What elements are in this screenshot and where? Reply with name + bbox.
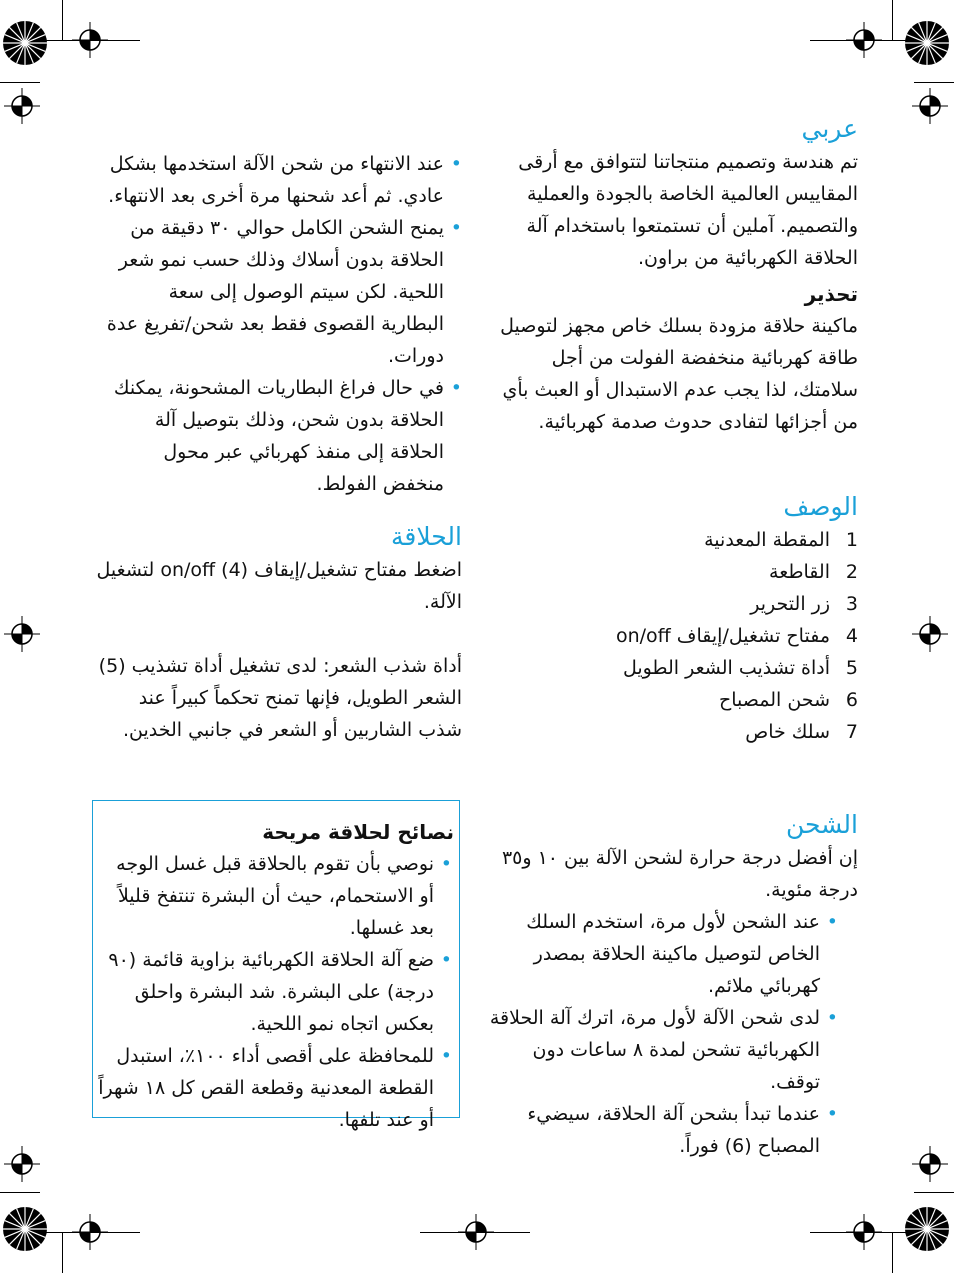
registration-mark-icon xyxy=(912,88,948,124)
trimmer-paragraph: أداة شذب الشعر: لدى تشغيل أداة تشذيب (5) الشعر الطويل، فإنها تمنح تحكماً كبيراً عند شذب الشاربين أو الشعر في جانبي الخدين. xyxy=(98,655,462,741)
crop-line xyxy=(62,1233,63,1273)
warning-section xyxy=(488,278,858,438)
list-item: 6 شحن المصباح xyxy=(718,689,858,711)
crop-line xyxy=(0,1192,40,1193)
list-item: 2 القاطعة xyxy=(769,561,858,583)
registration-mark-icon xyxy=(4,88,40,124)
charging-list xyxy=(488,906,840,1162)
list-item: 3 زر التحرير xyxy=(750,593,858,615)
starburst-mark-icon xyxy=(2,1206,48,1252)
charging-continued-list xyxy=(100,148,464,500)
crop-line xyxy=(0,82,40,83)
shaving-heading: الحلاقة xyxy=(391,522,462,551)
registration-mark-icon xyxy=(846,22,882,58)
warning-heading: تحذير xyxy=(804,282,858,306)
list-item: 7 سلك خاص xyxy=(745,721,858,743)
registration-mark-icon xyxy=(72,22,108,58)
list-item: • عند الشحن لأول مرة، استخدم السلك الخاص لتوصيل ماكينة الحلاقة بمصدر كهربائي ملائم. xyxy=(488,906,840,1002)
charging-heading: الشحن xyxy=(785,810,858,839)
list-item: • ضع آلة الحلاقة الكهربائية بزاوية قائمة (٩٠ درجة) على البشرة. شد البشرة واحلق بعكس اتجاه نمو اللحية. xyxy=(98,944,454,1040)
list-item: • في حال فراغ البطاريات المشحونة، يمكنك الحلاقة بدون شحن، وذلك بتوصيل آلة الحلاقة إلى منفذ كهربائي عبر محول منخفض الفولط. xyxy=(100,372,464,500)
shaving-paragraph: اضغط مفتاح تشغيل/إيقاف on/off (4) لتشغيل الآلة. xyxy=(96,559,462,613)
crop-line xyxy=(914,1192,954,1193)
intro-section xyxy=(488,112,858,274)
registration-mark-icon xyxy=(846,1214,882,1250)
shaving-section xyxy=(96,520,462,746)
starburst-mark-icon xyxy=(904,1206,950,1252)
list-item: 1 المقطة المعدنية xyxy=(704,529,858,551)
tips-section xyxy=(98,816,454,1136)
language-heading: عربي xyxy=(801,114,858,143)
registration-mark-icon xyxy=(4,616,40,652)
list-item: • نوصي بأن تقوم بالحلاقة قبل غسل الوجه أو الاستحمام، حيث أن البشرة تنتفخ قليلاً بعد غسلها. xyxy=(98,848,454,944)
tips-list xyxy=(98,848,454,1136)
list-item: 5 أداة تشذيب الشعر الطويل xyxy=(622,657,858,679)
registration-mark-icon xyxy=(458,1214,494,1250)
starburst-mark-icon xyxy=(2,20,48,66)
charging-continued-section xyxy=(100,148,464,500)
description-list xyxy=(488,524,858,748)
registration-mark-icon xyxy=(912,1146,948,1182)
list-item: • عند الانتهاء من شحن الآلة استخدمها بشكل عادي. ثم أعد شحنها مرة أخرى بعد الانتهاء. xyxy=(100,148,464,212)
crop-line xyxy=(892,1233,893,1273)
starburst-mark-icon xyxy=(904,20,950,66)
list-item: • عندما تبدأ بشحن آلة الحلاقة، سيضيء المصباح (6) فوراً. xyxy=(488,1098,840,1162)
description-heading: الوصف xyxy=(783,492,858,521)
list-item: 4 مفتاح تشغيل/إيقاف on/off xyxy=(615,625,858,647)
charging-intro: إن أفضل درجة حرارة لشحن الآلة بين ١٠ و٣٥ درجة مئوية. xyxy=(501,847,858,901)
charging-section xyxy=(488,808,858,1162)
crop-line xyxy=(892,0,893,40)
tips-heading: نصائح لحلاقة مريحة xyxy=(262,820,454,844)
description-section xyxy=(488,490,858,748)
intro-paragraph: تم هندسة وتصميم منتجاتنا لتتوافق مع أرقى المقاييس العالمية الخاصة بالجودة والعملية والتصميم. آملين أن تستمتعوا باستخدام آلة الحلاقة الكهربائية من براون. xyxy=(518,151,858,269)
warning-paragraph: ماكينة حلاقة مزودة بسلك خاص مجهز لتوصيل طاقة كهربائية منخفضة الفولت من أجل سلامتك، لذا يجب عدم الاستبدال أو العبث بأي من أجزائها لتفادى حدوث صدمة كهربائية. xyxy=(500,315,858,433)
crop-line xyxy=(62,0,63,40)
crop-line xyxy=(914,82,954,83)
list-item: • يمنح الشحن الكامل حوالي ٣٠ دقيقة من الحلاقة بدون أسلاك وذلك حسب نمو شعر اللحية. لكن سيتم الوصول إلى سعة البطارية القصوى فقط بعد شحن/تفريغ عدة دورات. xyxy=(100,212,464,372)
registration-mark-icon xyxy=(72,1214,108,1250)
list-item: • للمحافظة على أقصى أداء ١٠٠٪، استبدل القطعة المعدنية وقطعة القص كل ١٨ شهراً أو عند تلفها. xyxy=(98,1040,454,1136)
list-item: • لدى شحن الآلة لأول مرة، اترك آلة الحلاقة الكهربائية تشحن لمدة ٨ ساعات دون توقف. xyxy=(488,1002,840,1098)
registration-mark-icon xyxy=(912,616,948,652)
registration-mark-icon xyxy=(4,1146,40,1182)
